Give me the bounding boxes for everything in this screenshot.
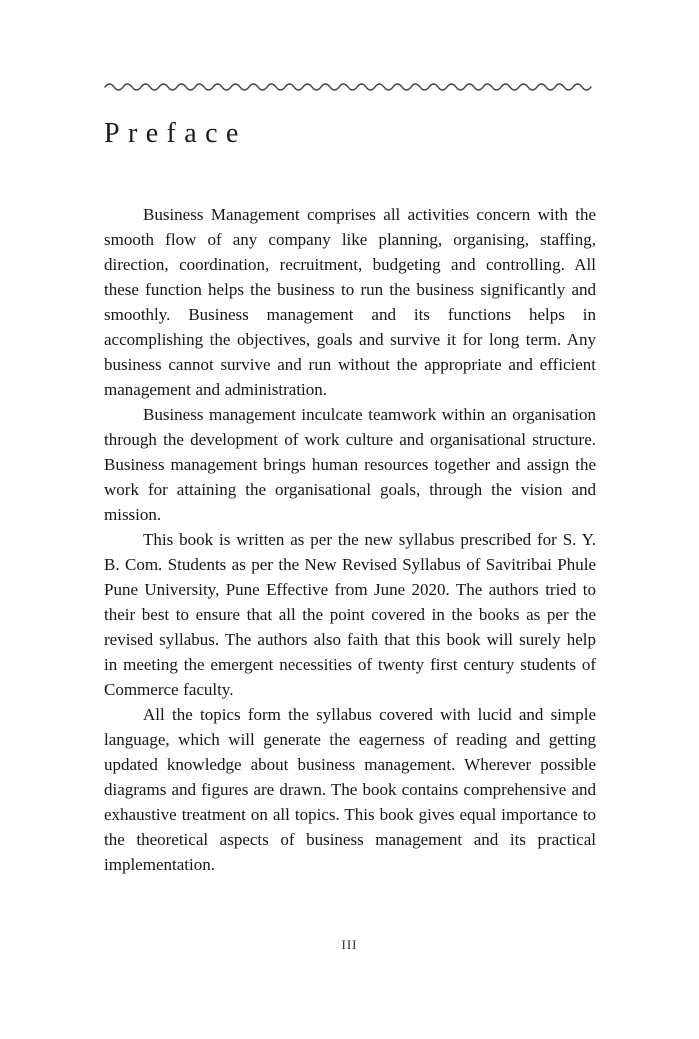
page-title: Preface xyxy=(104,118,247,149)
preface-paragraph: All the topics form the syllabus covered with lucid and simple language, which will generate the eagerness of reading and getting updated knowledge about business management. Wherever possible diagrams and figures are drawn. The book contains comprehensive and exhaustive treatment on all topics. This book gives equal importance to the theoretical aspects of business management and its practical implementation. xyxy=(104,705,596,874)
preface-paragraph: Business Management comprises all activities concern with the smooth flow of any company like planning, organising, staffing, direction, coordination, recruitment, budgeting and controlling. All these function helps the business to run the business significantly and smoothly. Business management and its functions helps in accomplishing the objectives, goals and survive it for long term. Any business cannot survive and run without the appropriate and efficient management and administration. xyxy=(104,205,596,399)
wave-divider xyxy=(104,80,596,94)
preface-paragraph: This book is written as per the new syllabus prescribed for S. Y. B. Com. Students as per the New Revised Syllabus of Savitribai Phule Pune University, Pune Effective from June 2020. The authors tried to their best to ensure that all the point covered in the books as per the revised syllabus. The authors also faith that this book will surely help in meeting the emergent necessities of twenty first century students of Commerce faculty. xyxy=(104,530,596,699)
page-number: III xyxy=(341,937,358,952)
preface-paragraph: Business management inculcate teamwork within an organisation through the development of work culture and organisational structure. Business management brings human resources together and assign the work for attaining the organisational goals, through the vision and mission. xyxy=(104,405,596,524)
wave-divider-path xyxy=(105,84,591,90)
preface-body xyxy=(104,202,596,877)
